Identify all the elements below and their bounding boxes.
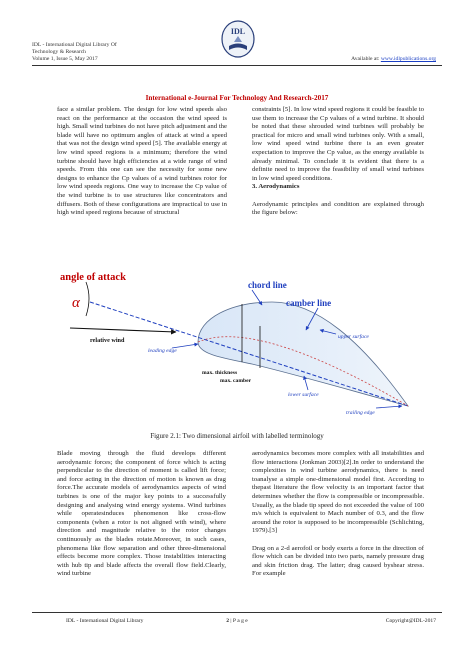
page-word: | P a g e <box>229 618 248 624</box>
availability-note <box>351 56 436 62</box>
body-paragraph: aerodynamics becomes more complex with all instabilities and flow interactions (Jonkman 2003)[2].In order to understand the complexities in wind turbine aerodynamics, there is need toanalyse a simple one-dimensional model first. According to thepast literature the flow velocity is an important factor that determines whether the flow is compressible or incompressible. Usually, as the blade tip speed do not exceeded the value of 100 m/s which is equivalent to Mach number of 0.3, and the flow around the rotor is supposed to be incompressible (Schlichting, 1979).[3] <box>252 450 424 535</box>
angle-of-attack-label: angle of attack <box>60 272 126 283</box>
journal-header-info <box>32 42 117 64</box>
idl-logo <box>221 20 255 58</box>
alpha-symbol: α <box>72 295 80 311</box>
header-line-1: IDL - International Digital Library Of <box>32 42 117 48</box>
max-camber-label: max. camber <box>220 378 252 384</box>
section-heading: 3. Aerodynamics <box>252 183 300 191</box>
figure-caption: Figure 2.1: Two dimensional airfoil with labelled terminology <box>150 432 324 440</box>
bottom-left-column <box>57 450 226 579</box>
chord-line-label: chord line <box>248 280 287 290</box>
footer-copyright: Copyright@IDL-2017 <box>385 618 436 624</box>
top-right-column <box>252 106 424 218</box>
header-line-3: Volume 1, Issue 5, May 2017 <box>32 56 98 63</box>
lower-surface-label: lower surface <box>288 392 319 398</box>
top-left-column <box>57 106 227 218</box>
publication-link[interactable]: www.idlpublications.org <box>380 56 436 62</box>
header-line-2: Technology & Research <box>32 49 86 56</box>
body-paragraph: face a similar problem. The design for low wind speeds also react on the performance at the occasion the wind speed is high. Small wind turbines do not have pitch adjustment and the blade will have no optimum angles of attack at wind a speed that was not the design wind speed [5]. The available energy at low wind speed regions is a minimum; therefore the wind turbine should have high efficiencies at a wide range of wind speeds. From this one can see the necessity for some new designs to enhance the Cp values of a wind turbines rotor for low wind speeds regions. One way to increase the Cp value of the wind turbine is to use structures like concentrators and diffusers. Both of these configurations are impractical to use in high wind speed regions because of structural <box>57 106 227 217</box>
page-num-value: 2 <box>226 618 229 624</box>
airfoil-figure <box>56 268 428 418</box>
section-intro: Aerodynamic principles and condition are explained through the figure below: <box>252 200 424 217</box>
upper-surface-label: upper surface <box>338 334 369 340</box>
trailing-edge-leader <box>376 406 402 408</box>
availability-prefix: Available at: <box>351 56 381 62</box>
body-paragraph: constraints [5]. In low wind speed regions it could be feasible to use them to increase the Cp values of a wind turbine. It should be noted that these shrouded wind turbines will probably be practical for micro and small wind turbines only. With a small, low wind speed wind turbine there is an even greater expectation to improve the Cp value, as the energy available is already minimal. To conclude it is evident that there is a definite need to improve the feasibility of small wind turbines in low wind speed conditions. <box>252 106 424 182</box>
leading-edge-label: leading edge <box>148 348 177 354</box>
angle-arc <box>86 282 89 316</box>
airfoil-diagram <box>56 268 428 418</box>
footer-left: IDL - International Digital Library <box>66 618 144 624</box>
body-paragraph: Drag on a 2-d aerofoil or body exerts a force in the direction of flow which can be divided into two parts, namely pressure drag and skin friction drag. The latter; drag caused byshear stress. For example <box>252 544 424 578</box>
bottom-right-column <box>252 450 424 579</box>
body-paragraph: Blade moving through the fluid develops different aerodynamic forces; the component of force which is acting perpendicular to the direction of moment is called lift force; and force acting in the direction of motion is known as drag force.The accurate models of aerodynamics aspects of wind turbines is one of the major key points to a successfully designing and analysing wind energy systems. Wind turbines while operatesinduces phenomenon like cross-flow components (when a rotor is not aligned with wind), where direction and magnitude relative to the rotor changes continuously as the blades rotate.Moreover, in such cases, phenomena like flow separation and other three-dimensional effects become more complex. Those instabilities interacting with hub tip and blade affects the overall flow field.Clearly, wind turbine <box>57 450 226 578</box>
header-divider <box>32 65 442 66</box>
logo-text: IDL <box>230 27 246 36</box>
max-thickness-label: max. thickness <box>202 370 238 376</box>
trailing-edge-label: trailing edge <box>346 410 375 416</box>
camber-line-label: camber line <box>286 298 332 308</box>
journal-title: International e-Journal For Technology And Research-2017 <box>145 94 329 102</box>
relative-wind-arrow <box>70 328 176 332</box>
footer-divider <box>32 612 442 613</box>
relative-wind-label: relative wind <box>90 337 125 344</box>
